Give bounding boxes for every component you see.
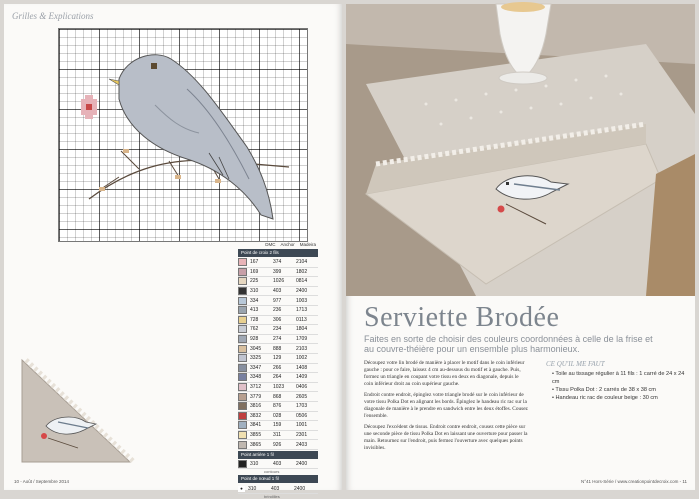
key-code: 159 xyxy=(273,422,282,429)
key-symbol xyxy=(238,277,247,285)
key-code: 1408 xyxy=(296,364,308,371)
key-code: 888 xyxy=(273,345,282,352)
key-symbol xyxy=(238,393,247,401)
key-row xyxy=(238,306,318,316)
key-code: 374 xyxy=(273,259,282,266)
napkin-photo xyxy=(346,4,695,296)
key-code: 234 xyxy=(273,326,282,333)
article-subtitle: Faites en sorte de choisir des couleurs coordonnées à celle de la frise et au couvre-théière pour un ensemble plus harmonieux. xyxy=(364,334,653,354)
key-symbol xyxy=(238,306,247,314)
key-code: 1002 xyxy=(296,355,308,362)
key-symbol xyxy=(238,441,247,449)
key-code: 266 xyxy=(273,364,282,371)
key-symbol xyxy=(238,316,247,324)
key-code: 3841 xyxy=(250,422,262,429)
key-row xyxy=(238,258,318,268)
key-code: 306 xyxy=(273,316,282,323)
photo-illustration xyxy=(346,4,695,296)
cross-stitch-chart xyxy=(58,28,308,242)
key-row xyxy=(238,421,318,431)
instruction-paragraph: Endroit contre endroit, épinglez votre triangle brodé sur le coin inférieur de votre tissu Polka Dot en alignant les bords. Épinglez le handeau ric rac sur la diagonale de manière à le prendre en sandwich entre les deux étoffes. Cousez l'ensemble. xyxy=(364,392,528,419)
key-code: 403 xyxy=(273,288,282,295)
key-code: 0113 xyxy=(296,316,307,323)
instructions-text xyxy=(364,360,529,456)
key-code: 2605 xyxy=(296,393,308,400)
key-code: 2301 xyxy=(296,431,308,438)
page-folio: 10 - Août / Septembre 2014 xyxy=(14,479,70,484)
key-code: 3348 xyxy=(250,374,262,381)
key-row xyxy=(238,287,318,297)
key-code: 926 xyxy=(273,441,282,448)
key-code: 129 xyxy=(273,355,282,362)
key-symbol xyxy=(238,402,247,410)
key-code: 0814 xyxy=(296,278,308,285)
key-symbol xyxy=(238,364,247,372)
key-code: 3865 xyxy=(250,441,262,448)
key-code: 3855 xyxy=(250,431,262,438)
key-section-backstitch: Point arrière 1 fil xyxy=(238,451,318,459)
key-symbol xyxy=(238,383,247,391)
key-code: 2104 xyxy=(296,259,308,266)
key-code: 310 xyxy=(250,288,259,295)
key-code: 876 xyxy=(273,403,282,410)
key-section-cross-stitch: Point de croix 2 fils xyxy=(238,249,318,257)
page-folio: N°41 Hors-Série / www.creationpointdecroix.com - 11 xyxy=(580,479,687,484)
key-symbol xyxy=(238,335,247,343)
key-row xyxy=(238,268,318,278)
key-code: 1804 xyxy=(296,326,308,333)
key-row xyxy=(238,383,318,393)
supply-item: • Toile au tissage régulier à 11 fils : 1 carré de 24 x 24 cm xyxy=(552,370,691,386)
key-code: 3779 xyxy=(250,393,262,400)
key-code: 274 xyxy=(273,336,282,343)
key-code: 2403 xyxy=(296,441,308,448)
key-code: 3832 xyxy=(250,412,262,419)
key-code: 169 xyxy=(250,268,259,275)
key-row xyxy=(238,440,318,450)
supply-item: • Handeau ric rac de couleur beige : 30 cm xyxy=(552,394,691,402)
key-symbol xyxy=(238,287,247,295)
supplies-title: CE QU'IL ME FAUT xyxy=(546,360,605,368)
instruction-paragraph: Découpez votre lin brodé de manière à placer le motif dans le coin inférieur gauche : pour ce faire, laissez 4 cm au-dessous du motif et à gauche. Puis, formez un triangle en coupant votre tissu en deux en diagonale, depuis le coin inférieur droit au coin supérieur gauche. xyxy=(364,360,525,387)
key-note: brindilles xyxy=(264,494,280,499)
key-code: 1003 xyxy=(296,297,308,304)
key-code: 1802 xyxy=(296,268,308,275)
key-note: contours xyxy=(264,469,280,475)
key-symbol xyxy=(238,412,247,420)
key-code: 2400 xyxy=(296,288,308,295)
key-row xyxy=(238,296,318,306)
key-row xyxy=(238,316,318,326)
key-symbol xyxy=(238,345,247,353)
key-row xyxy=(238,392,318,402)
key-row xyxy=(238,344,318,354)
key-code: 1713 xyxy=(296,307,308,314)
key-code: 977 xyxy=(273,297,282,304)
key-section-knot: Point de nœud 1 fil xyxy=(238,475,318,483)
supply-item: • Tissu Polka Dot : 2 carrés de 38 x 38 cm xyxy=(552,386,691,394)
key-row xyxy=(238,412,318,422)
key-code: 1409 xyxy=(296,374,308,381)
key-code: 028 xyxy=(273,412,282,419)
key-code: 311 xyxy=(273,431,281,438)
supplies-list xyxy=(546,370,691,402)
key-code: 413 xyxy=(250,307,259,314)
key-symbol xyxy=(238,431,247,439)
key-code: 1709 xyxy=(296,336,308,343)
key-code: 236 xyxy=(273,307,282,314)
key-code: 3045 xyxy=(250,345,262,352)
napkin-thumbnail xyxy=(18,356,148,466)
key-row xyxy=(238,373,318,383)
key-row xyxy=(238,325,318,335)
key-symbol xyxy=(238,354,247,362)
key-row xyxy=(238,335,318,345)
right-page xyxy=(346,4,695,490)
key-code: 264 xyxy=(273,374,282,381)
key-code: 0406 xyxy=(296,384,308,391)
key-code: 399 xyxy=(273,268,282,275)
key-code: 167 xyxy=(250,259,259,266)
key-symbol xyxy=(238,325,247,333)
key-row xyxy=(238,354,318,364)
key-code: 3325 xyxy=(250,355,262,362)
key-row xyxy=(238,364,318,374)
key-code: 3347 xyxy=(250,364,262,371)
article-title: Serviette Brodée xyxy=(364,302,560,333)
left-page xyxy=(4,4,342,499)
key-code: 334 xyxy=(250,297,259,304)
key-code: 728 xyxy=(250,316,259,323)
key-symbol xyxy=(238,421,247,429)
key-code: 868 xyxy=(273,393,282,400)
color-key-table xyxy=(238,240,318,499)
key-row xyxy=(238,277,318,287)
key-row: ● 310 403 2400 xyxy=(238,484,318,494)
key-code: 1703 xyxy=(296,403,308,410)
section-label: Grilles & Explications xyxy=(12,11,94,21)
key-code: 762 xyxy=(250,326,259,333)
key-code: 2103 xyxy=(296,345,308,352)
key-symbol xyxy=(238,373,247,381)
key-symbol xyxy=(238,258,247,266)
supplies-box xyxy=(546,360,691,402)
key-code: 225 xyxy=(250,278,259,285)
key-symbol xyxy=(238,268,247,276)
key-code: 3712 xyxy=(250,384,262,391)
key-code: 1023 xyxy=(273,384,285,391)
key-code: 1026 xyxy=(273,278,285,285)
bird-pattern xyxy=(59,29,307,241)
key-code: 3816 xyxy=(250,403,262,410)
key-symbol xyxy=(238,297,247,305)
key-header: DMC Anchor Madeira xyxy=(265,241,316,247)
key-code: 1001 xyxy=(296,422,308,429)
key-row: 310 403 2400 xyxy=(238,460,318,470)
key-row xyxy=(238,402,318,412)
instruction-paragraph: Découpez l'excédent de tissus. Endroit contre endroit, cousez cette pièce sur une seconde pièce de tissu Polka Dot en laissant une ouverture pour passer la main. Retournez sur l'endroit, puis fermez l'ouverture avec quelques points invisibles. xyxy=(364,424,528,451)
key-row xyxy=(238,431,318,441)
key-code: 0506 xyxy=(296,412,308,419)
key-code: 928 xyxy=(250,336,259,343)
